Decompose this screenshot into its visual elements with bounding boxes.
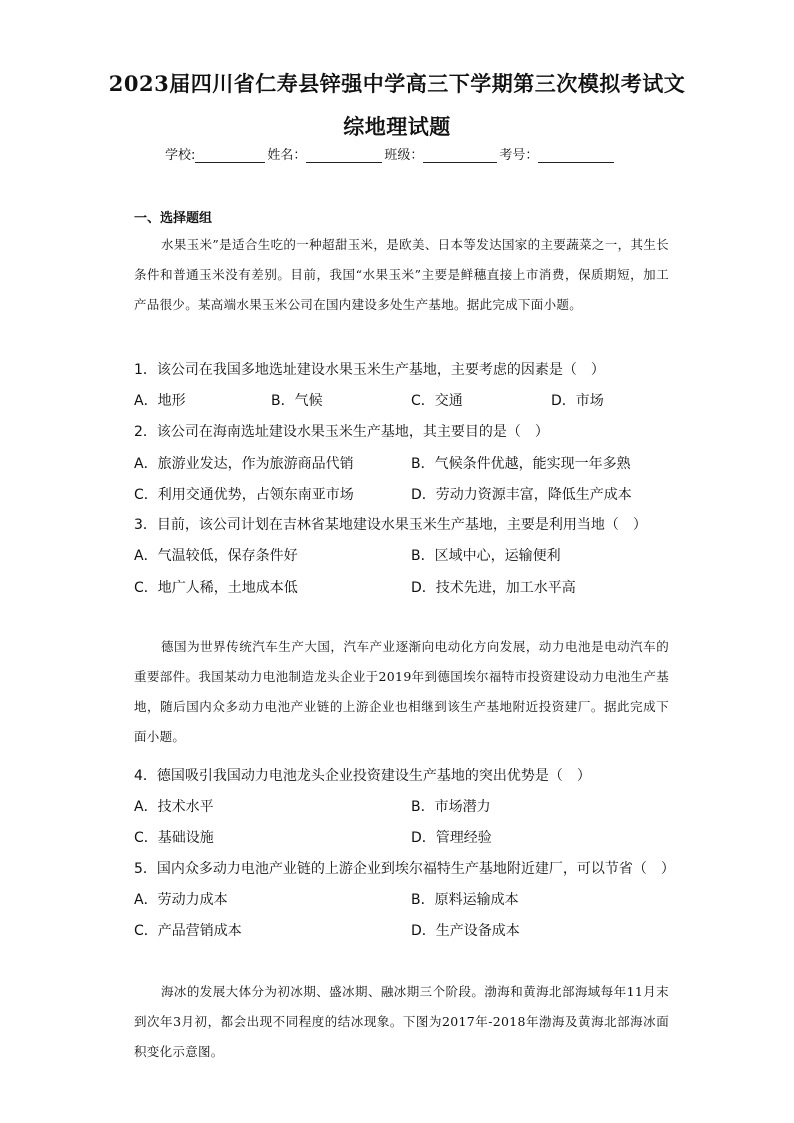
q2-option-a[interactable]: A．旅游业发达，作为旅游商品代销 — [134, 456, 354, 472]
q1-option-c[interactable]: C．交通 — [411, 393, 463, 409]
exam-title-line-1: 2023届四川省仁寿县锌强中学高三下学期第三次模拟考试文 — [108, 71, 686, 96]
question-4: 4．德国吸引我国动力电池龙头企业投资建设生产基地的突出优势是（ ） — [134, 768, 591, 784]
q2-option-b[interactable]: B．气候条件优越，能实现一年多熟 — [411, 456, 631, 472]
number-label: 考号： — [499, 148, 539, 163]
q4-option-b[interactable]: B．市场潜力 — [411, 799, 491, 815]
q3-option-c[interactable]: C．地广人稀，土地成本低 — [134, 580, 298, 596]
q5-option-d[interactable]: D．生产设备成本 — [411, 923, 520, 939]
q1-option-b[interactable]: B．气候 — [271, 393, 323, 409]
q1-option-d[interactable]: D．市场 — [551, 393, 604, 409]
q3-option-b[interactable]: B．区域中心，运输便利 — [411, 548, 561, 564]
question-1: 1．该公司在我国多地选址建设水果玉米生产基地，主要考虑的因素是（ ） — [134, 362, 605, 378]
class-label: 班级： — [384, 148, 424, 163]
q1-option-a[interactable]: A．地形 — [134, 393, 186, 409]
q2-option-c[interactable]: C．利用交通优势，占领东南亚市场 — [134, 487, 354, 503]
passage-battery-industry: 德国为世界传统汽车生产大国，汽车产业逐渐向电动化方向发展，动力电池是电动汽车的重要部件。我国某动力电池制造龙头企业于2019年到德国埃尔福特市投资建设动力电池生产基地，随后国内众多动力电池产业链的上游企业也相继到该生产基地附近投资建厂。据此完成下面小题。 — [134, 639, 669, 744]
student-info-row — [165, 144, 616, 163]
name-blank[interactable] — [306, 148, 382, 163]
number-blank[interactable] — [538, 148, 614, 163]
section-heading: 一、选择题组 — [134, 211, 213, 226]
question-5: 5．国内众多动力电池产业链的上游企业到埃尔福特生产基地附近建厂，可以节省（ ） — [134, 861, 675, 877]
name-label: 姓名： — [267, 148, 307, 163]
q4-option-d[interactable]: D．管理经验 — [411, 830, 492, 846]
question-3: 3．目前，该公司计划在吉林省某地建设水果玉米生产基地，主要是利用当地（ ） — [134, 517, 647, 533]
q5-option-c[interactable]: C．产品营销成本 — [134, 923, 242, 939]
school-blank[interactable] — [195, 148, 265, 163]
q5-option-a[interactable]: A．劳动力成本 — [134, 892, 228, 908]
q5-option-b[interactable]: B．原料运输成本 — [411, 892, 519, 908]
school-label: 学校: — [165, 148, 196, 163]
question-2: 2．该公司在海南选址建设水果玉米生产基地，其主要目的是（ ） — [134, 424, 549, 440]
q2-option-d[interactable]: D．劳动力资源丰富，降低生产成本 — [411, 487, 632, 503]
passage-sea-ice: 海冰的发展大体分为初冰期、盛冰期、融冰期三个阶段。渤海和黄海北部海域每年11月末到次年3月初，都会出现不同程度的结冰现象。下图为2017年-2018年渤海及黄海北部海冰面积变化示意图。 — [134, 984, 669, 1059]
exam-title-line-2: 综地理试题 — [343, 114, 451, 139]
passage-sweet-corn: 水果玉米”是适合生吃的一种超甜玉米，是欧美、日本等发达国家的主要蔬菜之一，其生长条件和普通玉米没有差别。目前，我国“水果玉米”主要是鲜穗直接上市消费，保质期短，加工产品很少。某高端水果玉米公司在国内建设多处生产基地。据此完成下面小题。 — [134, 237, 669, 312]
q3-option-a[interactable]: A．气温较低，保存条件好 — [134, 548, 298, 564]
class-blank[interactable] — [423, 148, 497, 163]
q4-option-a[interactable]: A．技术水平 — [134, 799, 214, 815]
q4-option-c[interactable]: C．基础设施 — [134, 830, 214, 846]
q3-option-d[interactable]: D．技术先进，加工水平高 — [411, 580, 576, 596]
